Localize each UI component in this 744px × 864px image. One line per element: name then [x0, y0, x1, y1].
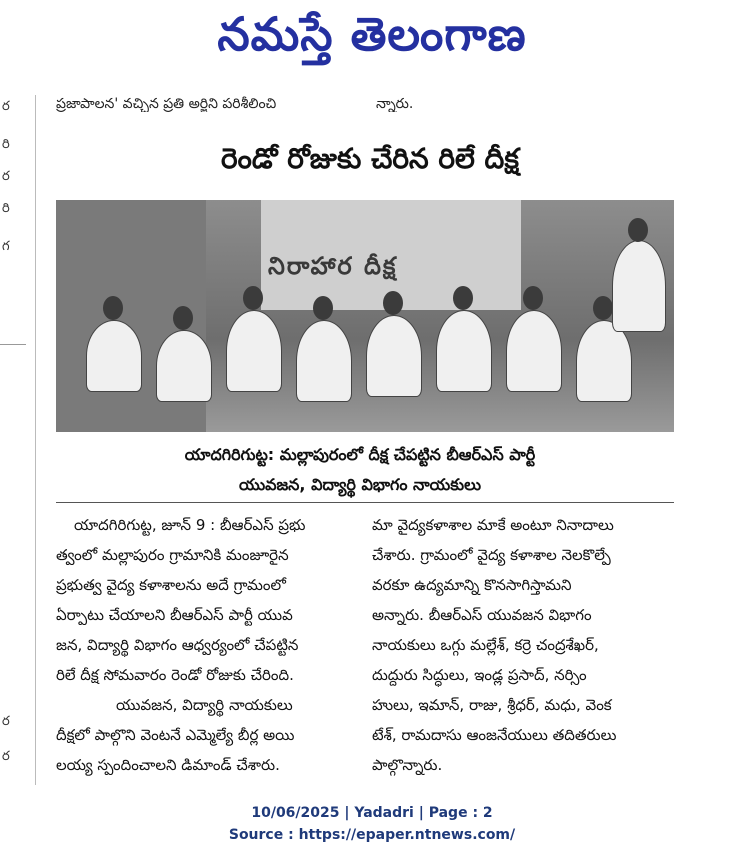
article-column-1	[56, 510, 361, 780]
body-line: మా వైద్యకళాశాల మాకే అంటూ నినాదాలు	[372, 516, 614, 534]
photo-person	[506, 310, 562, 392]
body-line: రిలే దీక్ష సోమవారం రెండో రోజుకు చేరింది.	[56, 666, 294, 684]
photo-person-head	[103, 296, 123, 320]
photo-person	[156, 330, 212, 402]
photo-person-head	[243, 286, 263, 310]
photo-person	[612, 240, 666, 332]
left-margin-strip	[0, 90, 28, 790]
body-line: చేశారు. గ్రామంలో వైద్య కళాశాల నెలకొల్పే	[372, 546, 611, 564]
article-headline: రెండో రోజుకు చేరిన రిలే దీక్ష	[221, 142, 519, 175]
photo-person	[366, 315, 422, 397]
photo-person-head	[593, 296, 613, 320]
left-strip-fragment: గ	[2, 239, 10, 254]
photo-person	[576, 320, 632, 402]
photo-person-head	[173, 306, 193, 330]
photo-person-head	[453, 286, 473, 310]
body-line: నాయకులు ఒగ్గు మల్లేశ్, కర్రె చంద్రశేఖర్,	[372, 636, 599, 654]
caption-line: యువజన, విద్యార్థి విభాగం నాయకులు	[239, 475, 481, 494]
photo-caption	[150, 440, 570, 500]
photo-person-head	[383, 291, 403, 315]
previous-story-line: ప్రజాపాలన' వచ్చిన ప్రతి అర్జిని పరిశీలించి	[56, 96, 277, 112]
body-line: ఏర్పాటు చేయాలని బీఆర్ఎస్ పార్టీ యువ	[56, 606, 293, 624]
previous-story-line-end: న్నారు.	[376, 96, 414, 112]
body-line: హులు, ఇమాన్, రాజు, శ్రీధర్, మధు, వెంక	[372, 696, 612, 714]
left-strip-fragment: రి	[2, 137, 10, 152]
body-line: యాదగిరిగుట్ట, జూన్ 9 : బీఆర్ఎస్ ప్రభు	[74, 516, 306, 534]
masthead	[0, 0, 744, 80]
photo-banner-text: నిరాహార దీక్ష	[268, 252, 398, 280]
left-strip-fragment: ర	[2, 749, 10, 764]
caption-divider	[56, 502, 674, 503]
body-line: దుద్దురు సిద్ధులు, ఇండ్ల ప్రసాద్, నర్సిం	[372, 666, 587, 684]
photo-person	[436, 310, 492, 392]
footer-source: Source : https://epaper.ntnews.com/	[228, 827, 516, 843]
page-footer	[0, 802, 744, 846]
body-line: జన, విద్యార్థి విభాగం ఆధ్వర్యంలో చేపట్టిన	[56, 636, 299, 654]
footer-date-edition: 10/06/2025 | Yadadri | Page : 2	[251, 805, 493, 821]
left-strip-fragment: ర	[2, 99, 10, 114]
body-line: ప్రభుత్వ వైద్య కళాశాలను అదే గ్రామంలో	[56, 576, 286, 594]
body-line: పాల్గొన్నారు.	[372, 756, 443, 774]
newspaper-title: నమస్తే తెలంగాణ	[217, 7, 527, 61]
article-column-2	[372, 510, 677, 780]
photo-person	[296, 320, 352, 402]
left-strip-fragment: రి	[2, 201, 10, 216]
body-line: అన్నారు. బీఆర్ఎస్ యువజన విభాగం	[372, 606, 592, 624]
left-strip-fragment: ర	[2, 169, 10, 184]
body-line: టేశ్, రామదాసు ఆంజనేయులు తదితరులు	[372, 726, 617, 744]
photo-person	[226, 310, 282, 392]
photo-person	[86, 320, 142, 392]
body-line: త్వంలో మల్లాపురం గ్రామానికి మంజూరైన	[56, 546, 289, 564]
left-strip-divider	[0, 344, 26, 345]
column-divider	[35, 95, 36, 785]
article-photo	[56, 200, 674, 432]
body-line: వరకూ ఉద్యమాన్ని కొనసాగిస్తామని	[372, 576, 572, 594]
left-strip-fragment: ర	[2, 714, 10, 729]
photo-person-head	[313, 296, 333, 320]
body-line: యువజన, విద్యార్థి నాయకులు	[116, 696, 293, 714]
body-line: దీక్షలో పాల్గొని వెంటనే ఎమ్మెల్యే బీర్ల అయి	[56, 726, 295, 744]
body-line: లయ్య స్పందించాలని డిమాండ్ చేశారు.	[56, 756, 280, 774]
caption-line: యాదగిరిగుట్ట: మల్లాపురంలో దీక్ష చేపట్టిన బీఆర్ఎస్ పార్టీ	[184, 445, 536, 464]
photo-person-head	[628, 218, 648, 242]
photo-person-head	[523, 286, 543, 310]
